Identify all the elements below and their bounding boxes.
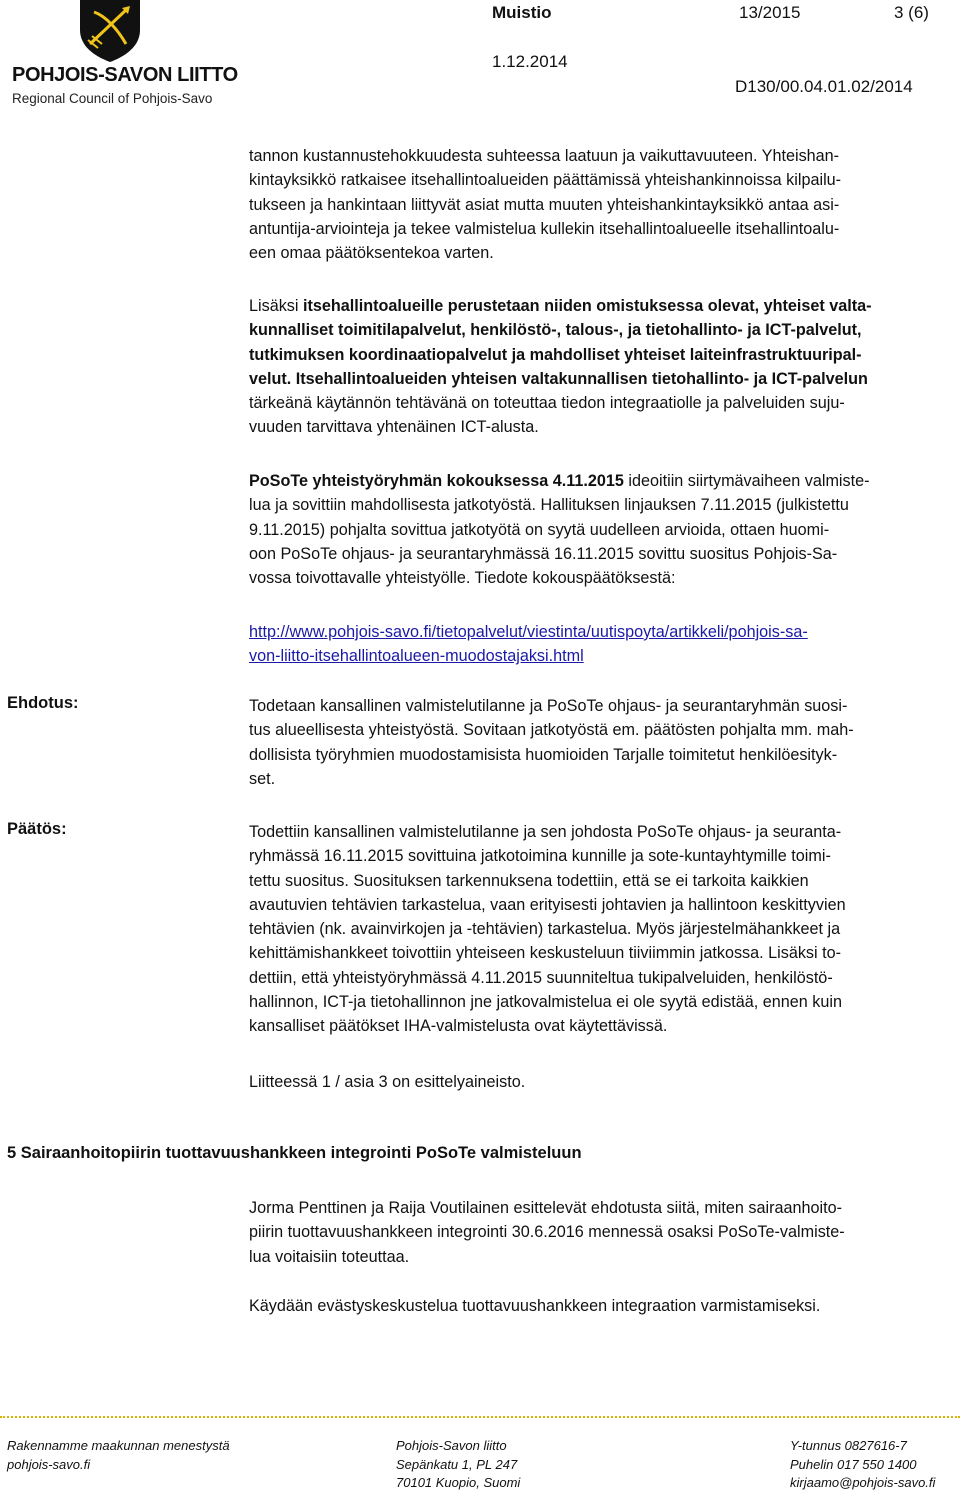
proposal-label: Ehdotus: bbox=[7, 694, 79, 712]
footer-text: Sepänkatu 1, PL 247 bbox=[396, 1456, 518, 1472]
section-note bbox=[249, 1294, 957, 1318]
footer-text: Puhelin 017 550 1400 bbox=[790, 1456, 917, 1472]
text-line bbox=[249, 469, 957, 493]
text-line: kunnalliset toimitilapalvelut, henkilöstö-, talous-, ja tietohallinto- ja ICT-palvelut, bbox=[249, 321, 862, 340]
text-line bbox=[249, 294, 957, 318]
section-paragraph bbox=[249, 1196, 957, 1269]
footer-slogan bbox=[7, 1437, 230, 1474]
organization-name: POHJOIS-SAVON LIITTO bbox=[12, 64, 238, 86]
document-title: Muistio bbox=[492, 3, 552, 22]
text-line: tus alueellisesta yhteistyöstä. Sovitaan jatkotyöstä em. päätösten pohjalta mm. mah- bbox=[249, 721, 854, 740]
text-line: tutkimuksen koordinaatiopalvelut ja mahdolliset yhteiset laiteinfrastruktuuripal- bbox=[249, 345, 862, 364]
text-line: vossa toivottavalle yhteistyölle. Tiedote kokouspäätöksestä: bbox=[249, 569, 676, 588]
paragraph-procurement bbox=[249, 144, 957, 265]
organization-subtitle: Regional Council of Pohjois-Savo bbox=[12, 91, 213, 106]
text-line: Käydään evästyskeskustelua tuottavuushankkeen integraation varmistamiseksi. bbox=[249, 1297, 821, 1315]
organization-logo bbox=[12, 0, 238, 110]
page-number: 3 (6) bbox=[894, 3, 929, 22]
link-line[interactable]: von-liitto-itsehallintoalueen-muodostajaksi.html bbox=[249, 647, 584, 666]
text-line: Todetaan kansallinen valmistelutilanne ja PoSoTe ohjaus- ja seurantaryhmän suosi- bbox=[249, 697, 848, 715]
footer-website[interactable]: pohjois-savo.fi bbox=[7, 1456, 91, 1472]
coat-of-arms-icon bbox=[76, 0, 144, 62]
text-line: Todettiin kansallinen valmistelutilanne ja sen johdosta PoSoTe ohjaus- ja seuranta- bbox=[249, 823, 842, 841]
footer-text: Rakennamme maakunnan menestystä bbox=[7, 1438, 230, 1453]
text-normal: Lisäksi bbox=[249, 297, 303, 315]
text-line: lua ja sovittiin mahdollisesta jatkotyöstä. Hallituksen linjauksen 7.11.2015 (julkistettu bbox=[249, 496, 849, 515]
text-normal: ideoitiin siirtymävaiheen valmiste- bbox=[623, 472, 870, 490]
footer-divider bbox=[0, 1416, 960, 1418]
text-line: tannon kustannustehokkuudesta suhteessa laatuun ja vaikuttavuuteen. Yhteishan- bbox=[249, 147, 840, 165]
text-line: kintayksikkö ratkaisee itsehallintoalueiden päättämissä yhteishankinnoissa kilpailu- bbox=[249, 171, 842, 190]
text-line: dollisista työryhmien muodostamisista huomioiden Tarjalle toimitetut henkilöesityk- bbox=[249, 745, 838, 764]
text-line: avautuvien tehtävien tarkastelua, vaan erityisesti johtavien ja hallintoon keskittyvien bbox=[249, 895, 846, 914]
text-bold: itsehallintoalueille perustetaan niiden omistuksessa olevat, yhteiset valta- bbox=[302, 297, 872, 315]
text-line: Liitteessä 1 / asia 3 on esittelyaineisto. bbox=[249, 1073, 526, 1091]
text-line: vuuden tarvittava yhtenäinen ICT-alusta. bbox=[249, 418, 539, 437]
text-line: 9.11.2015) pohjalta sovittua jatkotyötä on syytä uudelleen arvioida, ottaen huomi- bbox=[249, 520, 830, 539]
decision-label: Päätös: bbox=[7, 820, 67, 838]
document-reference: D130/00.04.01.02/2014 bbox=[735, 77, 913, 96]
text-line: antuntija-arviointeja ja tekee valmistelua kullekin itsehallintoalueelle itsehallintoalu- bbox=[249, 219, 840, 238]
attachment-note bbox=[249, 1070, 957, 1094]
text-line: tettu suositus. Suosituksen tarkennuksena todettiin, että se ei tarkoita kaikkien bbox=[249, 871, 809, 890]
text-line: ryhmässä 16.11.2015 sovittuina jatkotoimina kunnille ja sote-kuntayhtymille toimi- bbox=[249, 847, 831, 866]
footer-text: Pohjois-Savon liitto bbox=[396, 1438, 507, 1453]
text-line: kehittämishankkeet toivottiin yhteiseen keskusteluun tiiviimmin jatkossa. Lisäksi to- bbox=[249, 944, 842, 963]
footer-address bbox=[396, 1437, 520, 1493]
press-release-link[interactable] bbox=[249, 620, 957, 669]
text-line: lua voitaisiin toteuttaa. bbox=[249, 1247, 410, 1266]
text-line: tehtävien (nk. avainvirkojen ja -tehtävien) tarkastelua. Myös järjestelmähankkeet ja bbox=[249, 920, 841, 939]
footer-text: Y-tunnus 0827616-7 bbox=[790, 1438, 907, 1453]
footer-text: 70101 Kuopio, Suomi bbox=[396, 1475, 521, 1490]
document-number: 13/2015 bbox=[739, 3, 801, 22]
decision-text bbox=[249, 820, 957, 1039]
text-line: velut. Itsehallintoalueiden yhteisen valtakunnallisen tietohallinto- ja ICT-palvelun bbox=[249, 369, 868, 388]
text-line: piirin tuottavuushankkeen integrointi 30.6.2016 mennessä osaksi PoSoTe-valmiste- bbox=[249, 1223, 845, 1242]
text-line: hallinnon, ICT-ja tietohallinnon jne jatkovalmistelua ei ole syytä edistää, ennen kuin bbox=[249, 993, 843, 1012]
text-line: set. bbox=[249, 769, 276, 788]
footer-contact bbox=[790, 1437, 935, 1493]
text-line: dettiin, että yhteistyöryhmässä 4.11.2015 suunniteltua tukipalveluiden, henkilöstö- bbox=[249, 968, 833, 987]
paragraph-working-group bbox=[249, 469, 957, 590]
text-line: tärkeänä käytännön tehtävänä on toteuttaa tiedon integraatiolle ja palveluiden suju- bbox=[249, 394, 845, 413]
section-heading: 5 Sairaanhoitopiirin tuottavuushankkeen integrointi PoSoTe valmisteluun bbox=[7, 1144, 582, 1162]
text-line: oon PoSoTe ohjaus- ja seurantaryhmässä 16.11.2015 sovittu suositus Pohjois-Sa- bbox=[249, 544, 838, 563]
document-date: 1.12.2014 bbox=[492, 52, 568, 71]
proposal-text bbox=[249, 694, 957, 791]
footer-email[interactable]: kirjaamo@pohjois-savo.fi bbox=[790, 1475, 936, 1490]
text-line: tukseen ja hankintaan liittyvät asiat mutta muuten yhteishankintayksikkö antaa asi- bbox=[249, 195, 840, 214]
text-line: kansalliset päätökset IHA-valmistelusta ovat käytettävissä. bbox=[249, 1017, 668, 1036]
paragraph-shared-services bbox=[249, 294, 957, 440]
text-line: een omaa päätöksentekoa varten. bbox=[249, 244, 494, 263]
text-bold: PoSoTe yhteistyöryhmän kokouksessa 4.11.2015 bbox=[249, 472, 624, 490]
link-line[interactable]: http://www.pohjois-savo.fi/tietopalvelut/viestinta/uutispoyta/artikkeli/pohjois-sa- bbox=[249, 623, 808, 641]
text-line: Jorma Penttinen ja Raija Voutilainen esittelevät ehdotusta siitä, miten sairaanhoito- bbox=[249, 1199, 842, 1217]
